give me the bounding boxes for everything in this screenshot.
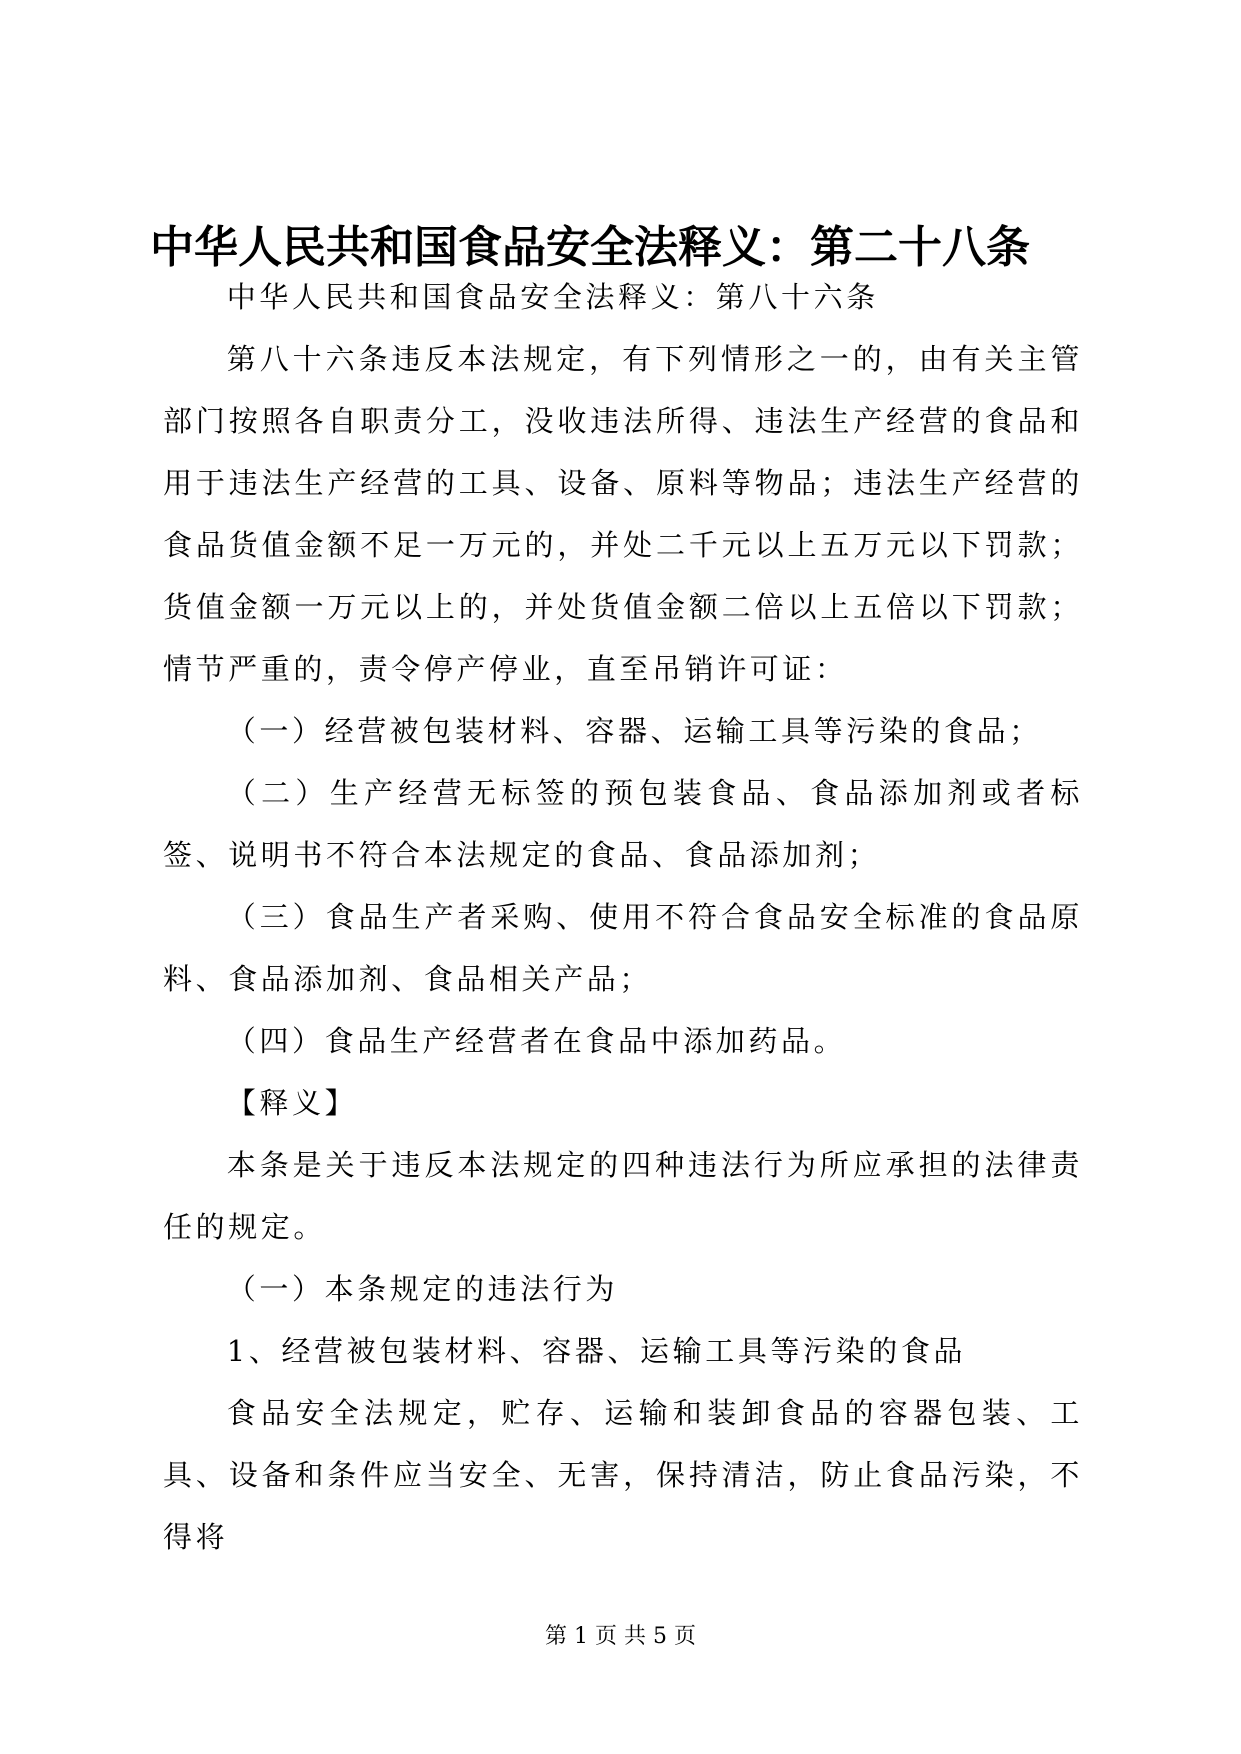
page-footer: 第 1 页 共 5 页 [545, 1624, 696, 1649]
paragraph-body-text: 食品安全法规定，贮存、运输和装卸食品的容器包装、工具、设备和条件应当安全、无害，保持清洁，防止食品污染，不得将 [163, 1396, 1083, 1554]
paragraph-item-3: （三）食品生产者采购、使用不符合食品安全标准的食品原料、食品添加剂、食品相关产品； [163, 900, 1083, 996]
paragraph-item-4: （四）食品生产经营者在食品中添加药品。 [226, 1024, 847, 1058]
paragraph-interpretation-heading: 【释义】 [226, 1086, 358, 1120]
paragraph-section-heading: （一）本条规定的违法行为 [226, 1272, 618, 1306]
paragraph-subsection-heading: 1、经营被包装材料、容器、运输工具等污染的食品 [226, 1334, 967, 1368]
page-title: 中华人民共和国食品安全法释义：第二十八条 [150, 222, 1030, 273]
document-body [163, 266, 1083, 1568]
paragraph-item-1: （一）经营被包装材料、容器、运输工具等污染的食品； [226, 714, 1042, 748]
paragraph-interpretation-intro: 本条是关于违反本法规定的四种违法行为所应承担的法律责任的规定。 [163, 1148, 1083, 1244]
paragraph-subtitle: 中华人民共和国食品安全法释义：第八十六条 [226, 280, 879, 314]
paragraph-item-2: （二）生产经营无标签的预包装食品、食品添加剂或者标签、说明书不符合本法规定的食品、食品添加剂； [163, 776, 1083, 872]
paragraph-article-86: 第八十六条违反本法规定，有下列情形之一的，由有关主管部门按照各自职责分工，没收违法所得、违法生产经营的食品和用于违法生产经营的工具、设备、原料等物品；违法生产经营的食品货值金额不足一万元的，并处二千元以上五万元以下罚款；货值金额一万元以上的，并处货值金额二倍以上五倍以下罚款；情节严重的，责令停产停业，直至吊销许可证： [163, 342, 1083, 686]
